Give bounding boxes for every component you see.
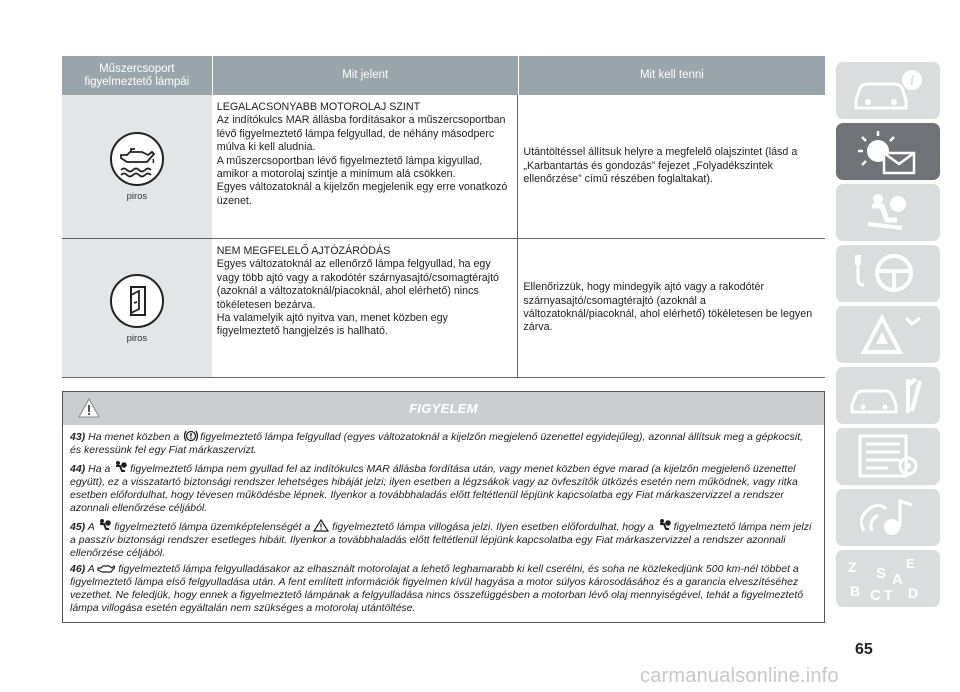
svg-text:i: i bbox=[910, 74, 914, 89]
table-row bbox=[62, 239, 825, 378]
color-label: piros bbox=[126, 191, 148, 202]
warning-lights-table bbox=[62, 56, 825, 378]
index-letter: B bbox=[850, 583, 861, 599]
nav-starting-driving[interactable] bbox=[836, 245, 940, 302]
oil-level-icon bbox=[109, 131, 165, 187]
icon-cell bbox=[62, 239, 212, 377]
meaning-cell bbox=[212, 239, 519, 377]
watermark: carmanualsonline.info bbox=[640, 665, 839, 687]
warning-box bbox=[62, 391, 825, 623]
multimedia-icon bbox=[836, 489, 940, 546]
nav-car-info[interactable] bbox=[836, 62, 940, 119]
nav-specifications[interactable] bbox=[836, 428, 940, 485]
index-letter: A bbox=[892, 571, 903, 588]
nav-safety[interactable] bbox=[836, 184, 940, 241]
warning-body bbox=[63, 425, 824, 615]
action-cell bbox=[518, 239, 825, 377]
meaning-text: NEM MEGFELELŐ AJTÓZÁRÓDÁS Egyes változatoknál az ellenőrző lámpa felgyullad, ha egy vagy több ajtó vagy a rakodótér szárnyasajtó/csomagtérajtó (azoknál a változatoknál/piacoknál, ahol elérhető) nincs tökéletesen bezárva. Ha valamelyik ajtó nyitva van, menet közben egy figyelmeztető hangjelzés is hallható. bbox=[216, 245, 499, 338]
page-number: 65 bbox=[855, 641, 873, 658]
breakdown-tools-icon bbox=[836, 367, 940, 424]
index-letter: E bbox=[906, 556, 915, 571]
nav-maintenance[interactable] bbox=[836, 367, 940, 424]
color-label: piros bbox=[126, 332, 148, 344]
index-letter: S bbox=[876, 565, 887, 582]
warning-lights-icon bbox=[836, 123, 940, 180]
airbag-icon bbox=[97, 518, 111, 532]
index-letter: D bbox=[908, 585, 919, 601]
meaning-cell bbox=[212, 95, 519, 238]
nav-warning-lights[interactable] bbox=[836, 123, 940, 180]
note-44: 44) Ha a figyelmeztető lámpa nem gyullad fel az indítókulcs MAR állásba fordítása után, vagy menet közben égve marad (a kijelzőn megjelenő üzenettel együtt), ez a visszatartó biztonsági rendszer lehetséges hibáját jelzi; ilyen esetben a légzsákok vagy az övfeszítők ütközés esetén nem működnek, vagy ritka esetben előfordulhat, hogy tévesen működésbe lépnek. Ilyenkor a továbbhaladás előtt feltétlenül lépjünk kapcsolatba egy Fiat márkaszervizzel a rendszer azonnali ellenőrzése céljából. bbox=[70, 460, 817, 515]
table-row bbox=[62, 95, 825, 239]
header-action: Mit kell tenni bbox=[639, 69, 704, 81]
warning-triangle-icon bbox=[313, 519, 329, 532]
airbag-icon bbox=[113, 460, 127, 474]
index-letter: T bbox=[884, 587, 893, 603]
meaning-text: LEGALACSONYABB MOTOROLAJ SZINT Az indítókulcs MAR állásba fordításakor a műszercsoportban lévő figyelmeztető lámpa felgyullad, de néhány másodperc múlva ki kell aludnia. A műszercsoportban lévő figyelmeztető lámpa kigyullad, amikor a motorolaj szintje a minimum alá csökken. Egyes változatoknál a kijelzőn megjelenik egy erre vonatkozó üzenet. bbox=[216, 101, 508, 207]
action-cell bbox=[518, 95, 825, 238]
warning-title: FIGYELEM bbox=[409, 401, 478, 416]
action-text: Ellenőrizzük, hogy mindegyik ajtó vagy a rakodótér szárnyasajtó/csomagtérajtó (azoknál a változatoknál/piacoknál, ahol elérhető) tökéletesen be legyen zárva. bbox=[523, 281, 813, 334]
index-letter: Z bbox=[848, 559, 857, 575]
safety-airbag-icon bbox=[836, 184, 940, 241]
warning-header bbox=[63, 392, 824, 425]
car-info-icon bbox=[836, 62, 940, 119]
emergency-triangle-icon bbox=[836, 306, 940, 363]
door-ajar-icon bbox=[109, 273, 165, 329]
action-text: Utántöltéssel állítsuk helyre a megfelelő olajszintet (lásd a „Karbantartás és gondozás” fejezet „Folyadékszintek ellenőrzése” című részében foglaltakat). bbox=[523, 146, 798, 186]
note-46: 46) A figyelmeztető lámpa felgyulladásakor az elhasznált motorolajat a lehető leghamarabb ki kell cserélni, és soha ne közlekedjünk 500 km-nél többet a figyelmeztető lámpa első felgyulladása után. A fent említett információk figyelmen kívül hagyása a motor súlyos károsodásához és a garancia elveszítéséhez vezethet. Ne feledjük, hogy ennek a figyelmeztető lámpának a felgyulladása nincs összefüggésben a motorban lévő olaj mennyiségével, tehát a figyelmeztető lámpa villogása esetén egyáltalán nem szükséges a motorolaj utántöltése. bbox=[70, 563, 804, 614]
oil-can-icon bbox=[97, 564, 115, 574]
header-cluster-lights: Műszercsoport figyelmeztető lámpái bbox=[62, 56, 213, 95]
steering-wheel-icon bbox=[836, 245, 940, 302]
table-header bbox=[62, 56, 825, 95]
general-fault-icon bbox=[182, 430, 200, 442]
specifications-icon bbox=[836, 428, 940, 485]
icon-cell bbox=[62, 95, 212, 238]
index-letter: C bbox=[870, 587, 881, 604]
header-meaning: Mit jelent bbox=[213, 56, 519, 95]
nav-emergency[interactable] bbox=[836, 306, 940, 363]
note-45: 45) A figyelmeztető lámpa üzemképtelenségét a figyelmeztető lámpa villogása jelzi. Ilyen esetben előfordulhat, hogy a figyelmeztető lámpa nem jelzi a passzív biztonsági rendszer esetleges hibáit. Ilyenkor a továbbhaladás előtt feltétlenül lépjünk kapcsolatba egy Fiat márkaszervizzel a rendszer azonnali ellenőrzése céljából. bbox=[70, 518, 817, 560]
nav-index[interactable] bbox=[836, 550, 940, 607]
index-letters-icon bbox=[836, 550, 940, 607]
note-43: 43) Ha menet közben a figyelmeztető lámpa felgyullad (egyes változatoknál a kijelzőn megjelenő üzenettel egyidejűleg), azonnal állítsuk meg a gépkocsit, és keressünk fel egy Fiat márkaszervizt. bbox=[70, 431, 804, 456]
airbag-icon bbox=[657, 518, 671, 532]
nav-multimedia[interactable] bbox=[836, 489, 940, 546]
